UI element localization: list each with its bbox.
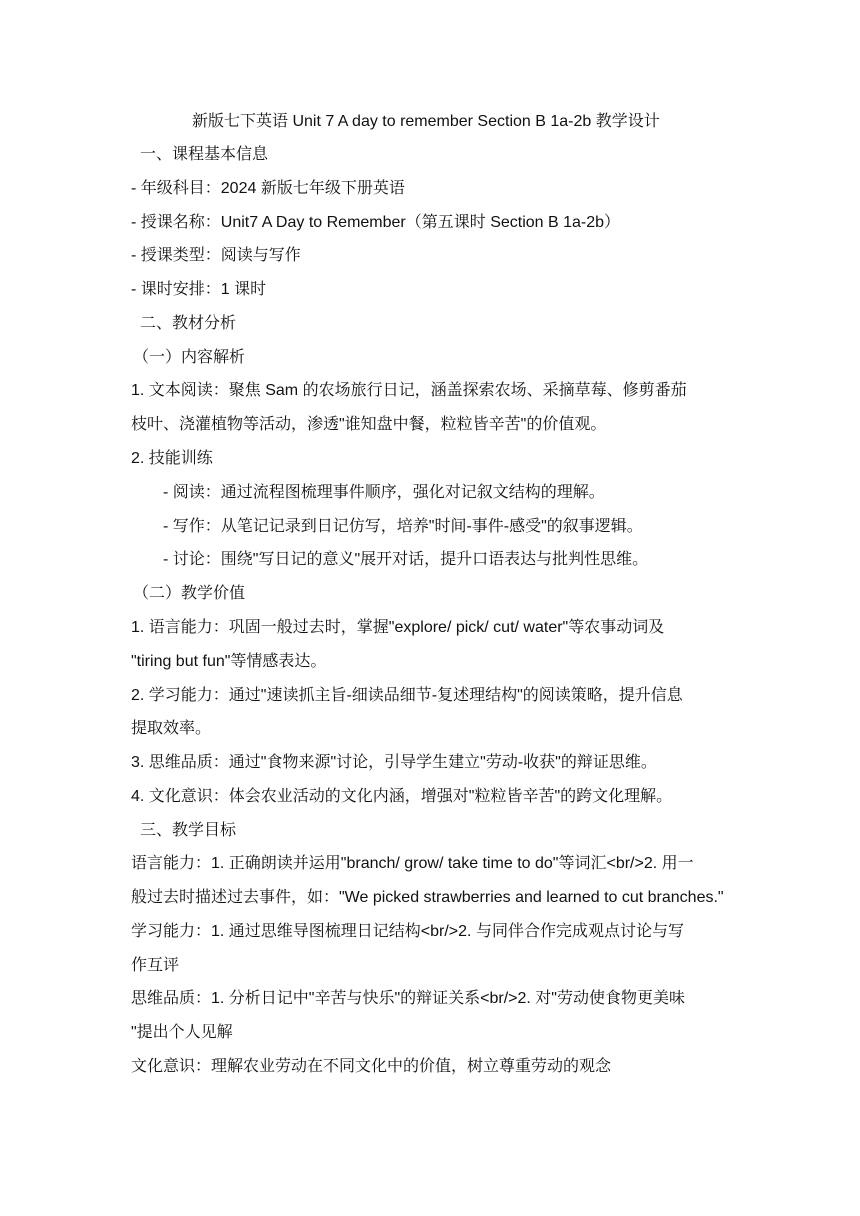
info-item-schedule: - 课时安排：1 课时 xyxy=(131,281,267,298)
skill-item-reading: - 阅读：通过流程图梳理事件顺序，强化对记叙文结构的理解。 xyxy=(163,484,605,501)
objective-learning-line1: 学习能力：1. 通过思维导图梳理日记结构<br/>2. 与同伴合作完成观点讨论与写 xyxy=(131,923,684,940)
value-item-3: 3. 思维品质：通过"食物来源"讨论，引导学生建立"劳动-收获"的辩证思维。 xyxy=(131,754,657,771)
info-item-lesson-name: - 授课名称：Unit7 A Day to Remember（第五课时 Section B 1a-2b） xyxy=(131,214,621,231)
skill-item-discussion: - 讨论：围绕"写日记的意义"展开对话，提升口语表达与批判性思维。 xyxy=(163,551,649,568)
value-item-1-line2: "tiring but fun"等情感表达。 xyxy=(131,653,327,670)
objective-thinking-line1: 思维品质：1. 分析日记中"辛苦与快乐"的辩证关系<br/>2. 对"劳动使食物更美味 xyxy=(131,990,685,1007)
objective-thinking-line2: "提出个人见解 xyxy=(131,1024,233,1041)
objective-language-line1: 语言能力：1. 正确朗读并运用"branch/ grow/ take time to do"等词汇<br/>2. 用一 xyxy=(131,855,694,872)
objective-language-line2: 般过去时描述过去事件，如："We picked strawberries and learned to cut branches." xyxy=(131,889,724,906)
section-heading-basic-info: 一、课程基本信息 xyxy=(140,146,269,163)
value-item-2-line1: 2. 学习能力：通过"速读抓主旨-细读品细节-复述理结构"的阅读策略，提升信息 xyxy=(131,687,683,704)
section-heading-material-analysis: 二、教材分析 xyxy=(140,315,237,332)
subsection-heading-content: （一）内容解析 xyxy=(133,349,246,366)
objective-culture: 文化意识：理解农业劳动在不同文化中的价值，树立尊重劳动的观念 xyxy=(131,1058,612,1075)
value-item-4: 4. 文化意识：体会农业活动的文化内涵，增强对"粒粒皆辛苦"的跨文化理解。 xyxy=(131,788,673,805)
objective-learning-line2: 作互评 xyxy=(131,957,180,974)
skill-item-writing: - 写作：从笔记记录到日记仿写，培养"时间-事件-感受"的叙事逻辑。 xyxy=(163,518,643,535)
document-title: 新版七下英语 Unit 7 A day to remember Section B 1a-2b 教学设计 xyxy=(192,113,660,130)
content-paragraph-1-line2: 枝叶、浇灌植物等活动，渗透"谁知盘中餐，粒粒皆辛苦"的价值观。 xyxy=(131,416,607,433)
value-item-2-line2: 提取效率。 xyxy=(131,720,212,737)
value-item-1-line1: 1. 语言能力：巩固一般过去时，掌握"explore/ pick/ cut/ water"等农事动词及 xyxy=(131,619,665,636)
info-item-lesson-type: - 授课类型：阅读与写作 xyxy=(131,247,301,264)
section-heading-objectives: 三、教学目标 xyxy=(140,822,237,839)
content-paragraph-1-line1: 1. 文本阅读：聚焦 Sam 的农场旅行日记，涵盖探索农场、采摘草莓、修剪番茄 xyxy=(131,382,687,399)
content-paragraph-2: 2. 技能训练 xyxy=(131,450,213,467)
info-item-grade: - 年级科目：2024 新版七年级下册英语 xyxy=(131,180,405,197)
subsection-heading-value: （二）教学价值 xyxy=(133,585,246,602)
